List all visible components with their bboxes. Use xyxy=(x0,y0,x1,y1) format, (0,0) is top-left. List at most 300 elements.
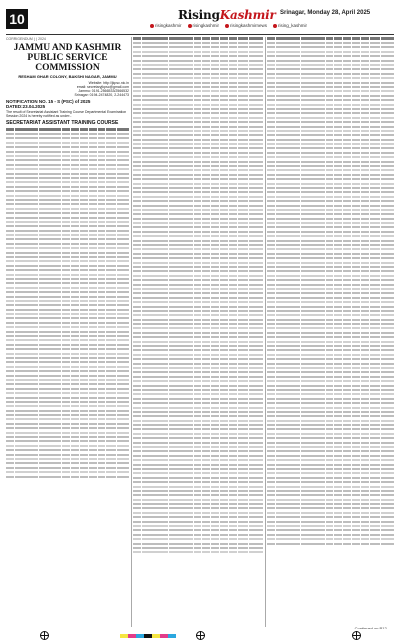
table-cell xyxy=(142,68,168,70)
registration-mark-icon xyxy=(196,631,205,640)
table-cell xyxy=(267,319,275,321)
table-cell xyxy=(169,187,193,189)
table-cell xyxy=(15,190,39,192)
table-cell xyxy=(89,151,97,153)
table-cell xyxy=(301,213,325,215)
table-cell xyxy=(343,398,351,400)
table-row xyxy=(267,147,394,150)
table-row xyxy=(267,129,394,132)
table-row xyxy=(133,516,263,519)
table-cell xyxy=(15,151,39,153)
table-cell xyxy=(62,252,70,254)
table-cell xyxy=(62,361,70,363)
table-row xyxy=(133,300,263,303)
table-cell xyxy=(6,471,14,473)
social-handle: risingkashmirnews xyxy=(230,23,268,28)
table-cell xyxy=(326,314,334,316)
table-cell xyxy=(142,538,168,540)
table-cell xyxy=(194,284,202,286)
table-cell xyxy=(6,252,14,254)
table-cell xyxy=(133,420,141,422)
table-cell xyxy=(238,521,248,523)
table-cell xyxy=(249,222,263,224)
table-cell xyxy=(276,60,300,62)
table-cell xyxy=(133,51,141,53)
table-cell xyxy=(80,462,88,464)
table-cell xyxy=(370,455,380,457)
table-cell xyxy=(276,231,300,233)
table-row xyxy=(133,217,263,220)
table-cell xyxy=(142,117,168,119)
table-cell xyxy=(15,304,39,306)
table-cell xyxy=(381,77,394,79)
table-cell xyxy=(334,459,342,461)
table-cell xyxy=(301,494,325,496)
table-row xyxy=(267,476,394,479)
table-cell xyxy=(361,446,369,448)
table-cell xyxy=(361,371,369,373)
table-cell xyxy=(276,455,300,457)
table-cell xyxy=(202,428,210,430)
table-cell xyxy=(267,108,275,110)
table-cell xyxy=(80,208,88,210)
table-cell xyxy=(220,46,228,48)
table-cell xyxy=(142,218,168,220)
table-cell xyxy=(267,389,275,391)
table-cell xyxy=(238,327,248,329)
table-cell xyxy=(352,292,360,294)
table-cell xyxy=(117,282,129,284)
table-cell xyxy=(301,323,325,325)
table-cell xyxy=(194,279,202,281)
table-cell xyxy=(267,90,275,92)
table-cell xyxy=(39,410,61,412)
table-cell xyxy=(220,455,228,457)
table-cell xyxy=(6,243,14,245)
table-cell xyxy=(211,266,219,268)
table-cell xyxy=(62,181,70,183)
table-cell xyxy=(62,296,70,298)
social-item[interactable] xyxy=(273,23,307,28)
table-cell xyxy=(142,284,168,286)
table-row xyxy=(267,217,394,220)
table-cell xyxy=(334,152,342,154)
table-cell xyxy=(6,401,14,403)
table-cell xyxy=(352,200,360,202)
table-row xyxy=(133,287,263,290)
table-row xyxy=(133,441,263,444)
table-cell xyxy=(220,60,228,62)
table-cell xyxy=(202,407,210,409)
table-cell xyxy=(361,490,369,492)
table-cell xyxy=(39,471,61,473)
table-cell xyxy=(71,317,79,319)
table-cell xyxy=(169,393,193,395)
table-cell xyxy=(62,353,70,355)
table-cell xyxy=(361,503,369,505)
table-cell xyxy=(169,183,193,185)
table-cell xyxy=(169,130,193,132)
table-cell xyxy=(343,433,351,435)
table-cell xyxy=(301,112,325,114)
table-cell xyxy=(267,376,275,378)
table-cell xyxy=(89,168,97,170)
table-cell xyxy=(220,218,228,220)
table-row xyxy=(133,120,263,123)
table-cell xyxy=(142,455,168,457)
table-cell xyxy=(89,296,97,298)
table-cell xyxy=(343,60,351,62)
table-cell xyxy=(343,393,351,395)
table-cell xyxy=(117,401,129,403)
table-cell xyxy=(169,248,193,250)
table-cell xyxy=(220,165,228,167)
table-cell xyxy=(276,90,300,92)
table-cell xyxy=(133,240,141,242)
table-row xyxy=(267,248,394,251)
table-cell xyxy=(326,235,334,237)
table-cell xyxy=(238,358,248,360)
table-cell xyxy=(352,371,360,373)
table-cell xyxy=(370,494,380,496)
table-cell xyxy=(267,472,275,474)
table-cell xyxy=(133,534,141,536)
table-cell xyxy=(267,51,275,53)
table-cell xyxy=(211,226,219,228)
table-cell xyxy=(194,306,202,308)
table-cell xyxy=(117,445,129,447)
table-cell xyxy=(133,169,141,171)
table-cell xyxy=(326,51,334,53)
table-cell xyxy=(202,354,210,356)
social-item[interactable] xyxy=(225,23,267,28)
table-cell xyxy=(169,543,193,545)
table-cell xyxy=(238,481,248,483)
table-cell xyxy=(343,446,351,448)
table-cell xyxy=(220,231,228,233)
table-cell xyxy=(202,486,210,488)
table-cell xyxy=(238,46,248,48)
table-cell xyxy=(39,137,61,139)
table-cell xyxy=(229,538,237,540)
table-cell xyxy=(326,156,334,158)
table-cell xyxy=(370,433,380,435)
table-cell xyxy=(249,46,263,48)
table-cell xyxy=(98,164,106,166)
table-cell xyxy=(361,424,369,426)
table-cell xyxy=(352,494,360,496)
table-cell xyxy=(276,468,300,470)
table-row xyxy=(133,173,263,176)
table-cell xyxy=(249,77,263,79)
table-cell xyxy=(249,336,263,338)
table-cell xyxy=(142,46,168,48)
table-cell xyxy=(117,177,129,179)
table-cell xyxy=(133,525,141,527)
table-cell xyxy=(249,398,263,400)
table-cell xyxy=(169,442,193,444)
table-row xyxy=(267,292,394,295)
table-cell xyxy=(276,389,300,391)
table-row xyxy=(133,542,263,545)
table-row xyxy=(267,178,394,181)
table-cell xyxy=(370,385,380,387)
table-cell xyxy=(98,313,106,315)
table-cell xyxy=(326,266,334,268)
table-cell xyxy=(267,459,275,461)
table-cell xyxy=(326,152,334,154)
table-cell xyxy=(267,218,275,220)
table-cell xyxy=(334,363,342,365)
table-cell xyxy=(343,402,351,404)
table-cell xyxy=(15,256,39,258)
table-cell xyxy=(381,99,394,101)
table-cell xyxy=(276,46,300,48)
table-cell xyxy=(249,248,263,250)
table-cell xyxy=(89,357,97,359)
table-cell xyxy=(142,354,168,356)
table-cell xyxy=(352,218,360,220)
table-cell xyxy=(343,284,351,286)
table-cell xyxy=(326,134,334,136)
table-cell xyxy=(202,424,210,426)
table-cell xyxy=(381,248,394,250)
table-cell xyxy=(352,183,360,185)
table-cell xyxy=(229,551,237,553)
table-cell xyxy=(370,270,380,272)
table-cell xyxy=(238,37,248,40)
table-cell xyxy=(220,226,228,228)
table-cell xyxy=(220,547,228,549)
table-cell xyxy=(249,165,263,167)
table-row xyxy=(133,85,263,88)
table-cell xyxy=(267,402,275,404)
table-cell xyxy=(6,260,14,262)
table-cell xyxy=(370,446,380,448)
table-row xyxy=(6,470,129,473)
table-cell xyxy=(142,415,168,417)
table-cell xyxy=(352,529,360,531)
table-cell xyxy=(202,389,210,391)
table-row xyxy=(133,450,263,453)
table-cell xyxy=(106,199,116,201)
table-cell xyxy=(370,73,380,75)
table-cell xyxy=(169,209,193,211)
table-cell xyxy=(301,472,325,474)
table-cell xyxy=(326,424,334,426)
table-cell xyxy=(62,471,70,473)
social-item[interactable] xyxy=(150,23,182,28)
table-cell xyxy=(334,174,342,176)
table-cell xyxy=(370,288,380,290)
table-row xyxy=(267,327,394,330)
table-cell xyxy=(220,275,228,277)
table-row xyxy=(133,296,263,299)
table-cell xyxy=(80,252,88,254)
table-cell xyxy=(361,152,369,154)
table-cell xyxy=(202,183,210,185)
table-cell xyxy=(276,288,300,290)
table-cell xyxy=(276,481,300,483)
table-cell xyxy=(169,262,193,264)
table-cell xyxy=(211,126,219,128)
table-cell xyxy=(238,538,248,540)
table-cell xyxy=(238,385,248,387)
table-cell xyxy=(238,354,248,356)
table-cell xyxy=(352,319,360,321)
table-cell xyxy=(334,143,342,145)
table-cell xyxy=(80,348,88,350)
table-cell xyxy=(202,42,210,44)
table-cell xyxy=(142,450,168,452)
table-cell xyxy=(370,345,380,347)
table-cell xyxy=(352,468,360,470)
table-cell xyxy=(169,191,193,193)
table-cell xyxy=(142,279,168,281)
table-cell xyxy=(62,234,70,236)
table-cell xyxy=(267,503,275,505)
table-cell xyxy=(381,55,394,57)
table-cell xyxy=(352,288,360,290)
table-cell xyxy=(334,134,342,136)
table-cell xyxy=(6,212,14,214)
table-cell xyxy=(6,159,14,161)
table-cell xyxy=(334,165,342,167)
table-cell xyxy=(229,161,237,163)
table-cell xyxy=(39,309,61,311)
table-cell xyxy=(361,349,369,351)
table-cell xyxy=(238,433,248,435)
table-cell xyxy=(15,155,39,157)
table-cell xyxy=(326,262,334,264)
table-cell xyxy=(194,165,202,167)
table-cell xyxy=(194,349,202,351)
table-cell xyxy=(326,481,334,483)
table-cell xyxy=(62,230,70,232)
table-cell xyxy=(169,95,193,97)
table-cell xyxy=(142,95,168,97)
table-cell xyxy=(98,181,106,183)
table-cell xyxy=(267,529,275,531)
table-cell xyxy=(89,186,97,188)
table-row xyxy=(267,441,394,444)
table-cell xyxy=(267,244,275,246)
table-cell xyxy=(211,407,219,409)
table-row xyxy=(6,440,129,443)
table-cell xyxy=(211,205,219,207)
table-cell xyxy=(370,266,380,268)
table-cell xyxy=(89,269,97,271)
table-cell xyxy=(202,134,210,136)
table-cell xyxy=(142,226,168,228)
table-cell xyxy=(220,459,228,461)
table-cell xyxy=(301,534,325,536)
table-cell xyxy=(301,332,325,334)
table-cell xyxy=(249,516,263,518)
table-cell xyxy=(276,235,300,237)
table-cell xyxy=(220,367,228,369)
table-cell xyxy=(326,472,334,474)
table-cell xyxy=(343,218,351,220)
table-cell xyxy=(343,512,351,514)
table-cell xyxy=(301,169,325,171)
table-cell xyxy=(194,363,202,365)
table-cell xyxy=(169,292,193,294)
table-cell xyxy=(133,196,141,198)
table-cell xyxy=(194,543,202,545)
table-cell xyxy=(169,341,193,343)
table-cell xyxy=(229,367,237,369)
table-cell xyxy=(381,415,394,417)
table-cell xyxy=(117,137,129,139)
table-cell xyxy=(220,104,228,106)
social-item[interactable] xyxy=(188,23,220,28)
table-cell xyxy=(80,173,88,175)
table-cell xyxy=(89,427,97,429)
table-cell xyxy=(370,143,380,145)
table-cell xyxy=(117,274,129,276)
table-cell xyxy=(133,297,141,299)
table-cell xyxy=(352,174,360,176)
table-cell xyxy=(334,516,342,518)
table-row xyxy=(133,270,263,273)
table-cell xyxy=(6,133,14,135)
table-cell xyxy=(343,231,351,233)
table-cell xyxy=(106,282,116,284)
table-cell xyxy=(117,265,129,267)
table-cell xyxy=(194,139,202,141)
table-cell xyxy=(267,521,275,523)
table-cell xyxy=(142,503,168,505)
table-cell xyxy=(106,291,116,293)
table-cell xyxy=(381,543,394,545)
table-cell xyxy=(370,183,380,185)
table-cell xyxy=(361,77,369,79)
table-cell xyxy=(229,205,237,207)
table-cell xyxy=(343,459,351,461)
table-cell xyxy=(98,344,106,346)
table-cell xyxy=(334,424,342,426)
table-row xyxy=(133,191,263,194)
table-cell xyxy=(249,288,263,290)
table-row xyxy=(267,480,394,483)
table-cell xyxy=(89,203,97,205)
table-cell xyxy=(301,279,325,281)
table-cell xyxy=(381,450,394,452)
table-cell xyxy=(202,82,210,84)
table-cell xyxy=(133,55,141,57)
table-cell xyxy=(352,196,360,198)
table-cell xyxy=(211,244,219,246)
table-cell xyxy=(361,95,369,97)
table-cell xyxy=(301,314,325,316)
table-cell xyxy=(326,503,334,505)
table-cell xyxy=(89,397,97,399)
table-cell xyxy=(276,266,300,268)
table-cell xyxy=(89,190,97,192)
table-cell xyxy=(301,433,325,435)
table-cell xyxy=(276,323,300,325)
table-cell xyxy=(361,262,369,264)
table-cell xyxy=(133,494,141,496)
table-cell xyxy=(142,275,168,277)
table-cell xyxy=(71,458,79,460)
table-cell xyxy=(334,494,342,496)
table-row xyxy=(133,243,263,246)
table-cell xyxy=(381,371,394,373)
table-cell xyxy=(370,424,380,426)
table-row xyxy=(133,226,263,229)
